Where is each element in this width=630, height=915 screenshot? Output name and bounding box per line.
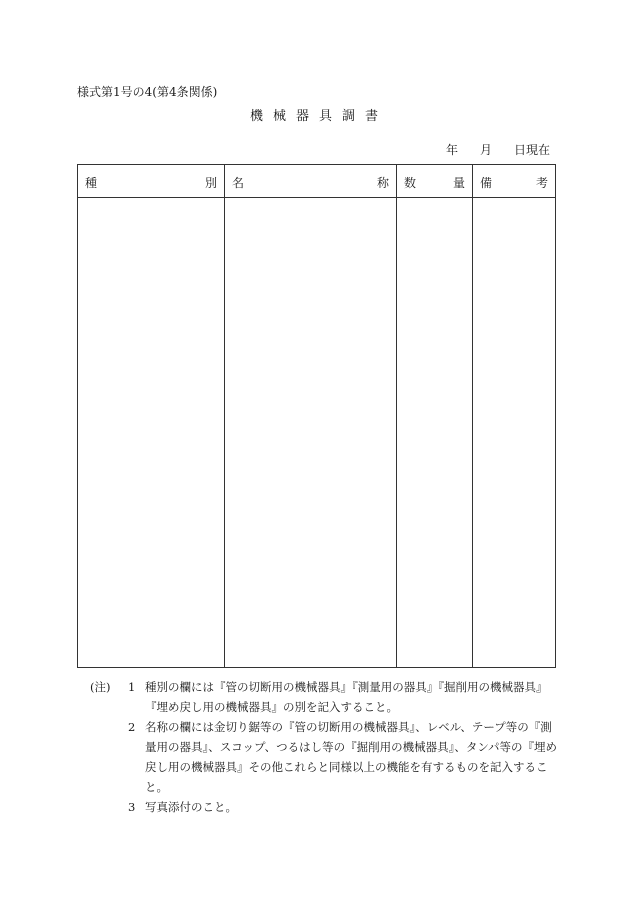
header-name <box>225 165 397 198</box>
machinery-register-table <box>77 164 556 668</box>
header-name-right: 称 <box>376 176 389 190</box>
note-item <box>90 717 560 797</box>
cell-type[interactable] <box>78 198 225 668</box>
notes-prefix: (注) <box>90 680 111 694</box>
header-remarks-right: 考 <box>535 176 548 190</box>
note-number: 2 <box>128 720 136 734</box>
header-type <box>78 165 225 198</box>
note-text: 名称の欄には金切り鋸等の『管の切断用の機械器具』、レベル、テープ等の『測量用の器具』、スコップ、つるはし等の『掘削用の機械器具』、タンパ等の『埋め戻し用の機械器具』その他これらと同様以上の機能を有するものを記入すること。 <box>145 720 558 794</box>
date-month-label: 月 <box>479 143 492 157</box>
note-number: 1 <box>128 680 136 694</box>
note-number: 3 <box>128 800 136 814</box>
date-day-label: 日現在 <box>513 143 550 157</box>
cell-quantity[interactable] <box>397 198 473 668</box>
note-text: 種別の欄には『管の切断用の機械器具』『測量用の器具』『掘削用の機械器具』『埋め戻し用の機械器具』の別を記入すること。 <box>145 680 548 714</box>
date-year-label: 年 <box>445 143 458 157</box>
notes-section <box>90 677 560 817</box>
note-item <box>90 677 560 717</box>
table-header-row <box>78 165 556 198</box>
header-type-right: 別 <box>204 176 217 190</box>
header-quantity-right: 量 <box>452 176 465 190</box>
note-text: 写真添付のこと。 <box>145 800 237 814</box>
header-remarks <box>473 165 556 198</box>
cell-remarks[interactable] <box>473 198 556 668</box>
form-number: 様式第1号の4(第4条関係) <box>77 85 218 99</box>
form-title: 機械器具調書 <box>249 109 388 124</box>
header-quantity-left: 数 <box>404 176 417 190</box>
cell-name[interactable] <box>225 198 397 668</box>
date-line <box>446 141 550 158</box>
header-type-left: 種 <box>85 176 98 190</box>
table-body-row <box>78 198 556 668</box>
header-quantity <box>397 165 473 198</box>
note-item <box>90 797 560 817</box>
header-remarks-left: 備 <box>480 176 493 190</box>
header-name-left: 名 <box>232 176 245 190</box>
